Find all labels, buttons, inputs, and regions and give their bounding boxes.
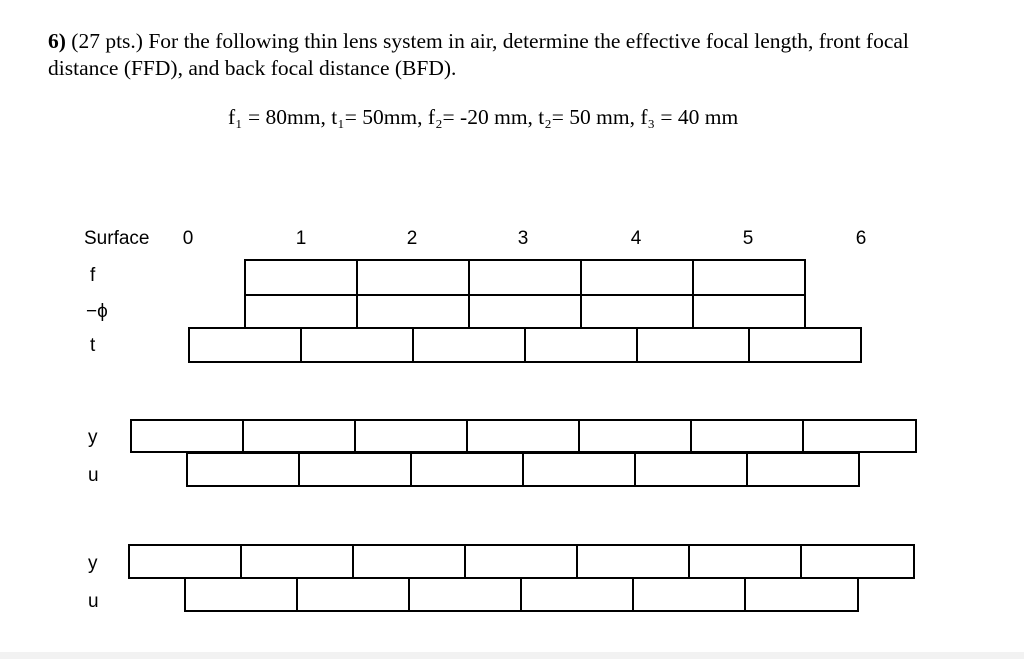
y-cell[interactable]: [352, 544, 466, 579]
question-body: (27 pts.) For the following thin lens system in air, determine the effective focal length, front focal distance (FFD), and back focal distance (BFD).: [48, 29, 909, 80]
y-cell[interactable]: [800, 544, 915, 579]
f-cell[interactable]: [692, 259, 806, 296]
row-label-f: f: [90, 265, 96, 286]
u-cell[interactable]: [410, 452, 524, 487]
phi-cell[interactable]: [580, 294, 694, 329]
surface-number-6: 6: [855, 228, 867, 249]
surface-number-0: 0: [182, 228, 194, 249]
u-cell[interactable]: [296, 577, 410, 612]
u-cell[interactable]: [744, 577, 859, 612]
surface-number-5: 5: [742, 228, 754, 249]
y-cell[interactable]: [802, 419, 917, 453]
given-t2: t₂= 50 mm,: [538, 105, 635, 129]
bottom-strip: [0, 652, 1024, 659]
y-cell[interactable]: [690, 419, 804, 453]
row-label-y-1: y: [88, 427, 98, 448]
surface-number-3: 3: [517, 228, 529, 249]
phi-row: [244, 294, 806, 329]
t-row: [188, 327, 862, 363]
phi-cell[interactable]: [244, 294, 358, 329]
row-label-u-1: u: [88, 465, 99, 486]
u-cell[interactable]: [186, 452, 300, 487]
row-label-u-2: u: [88, 591, 99, 612]
y-cell[interactable]: [464, 544, 578, 579]
t-cell[interactable]: [412, 327, 526, 363]
given-t1: t₁= 50mm,: [331, 105, 423, 129]
phi-cell[interactable]: [468, 294, 582, 329]
row-label-t: t: [90, 335, 96, 356]
question-number: 6): [48, 29, 66, 53]
u-cell[interactable]: [520, 577, 634, 612]
u-cell[interactable]: [298, 452, 412, 487]
y-row-2: [128, 544, 915, 579]
phi-cell[interactable]: [692, 294, 806, 329]
given-f3: f₃ = 40 mm: [640, 105, 739, 129]
surface-label: Surface: [84, 228, 150, 249]
y-cell[interactable]: [240, 544, 354, 579]
y-cell[interactable]: [688, 544, 802, 579]
t-cell[interactable]: [300, 327, 414, 363]
f-row: [244, 259, 806, 296]
surface-number-4: 4: [630, 228, 642, 249]
u-row-1: [186, 452, 860, 487]
f-cell[interactable]: [468, 259, 582, 296]
u-cell[interactable]: [634, 452, 748, 487]
given-f2: f₂= -20 mm,: [427, 105, 533, 129]
u-cell[interactable]: [746, 452, 860, 487]
y-cell[interactable]: [466, 419, 580, 453]
f-cell[interactable]: [244, 259, 358, 296]
question-text: [48, 28, 978, 82]
y-cell[interactable]: [128, 544, 242, 579]
row-label-phi: −ϕ: [86, 301, 108, 322]
surface-number-2: 2: [406, 228, 418, 249]
y-cell[interactable]: [242, 419, 356, 453]
given-f1: f₁ = 80mm,: [228, 105, 326, 129]
phi-cell[interactable]: [356, 294, 470, 329]
u-cell[interactable]: [184, 577, 298, 612]
y-cell[interactable]: [130, 419, 244, 453]
u-row-2: [184, 577, 859, 612]
given-values: [228, 104, 738, 131]
y-cell[interactable]: [354, 419, 468, 453]
y-cell[interactable]: [576, 544, 690, 579]
u-cell[interactable]: [522, 452, 636, 487]
y-cell[interactable]: [578, 419, 692, 453]
t-cell[interactable]: [524, 327, 638, 363]
y-row-1: [130, 419, 917, 453]
row-label-y-2: y: [88, 553, 98, 574]
f-cell[interactable]: [580, 259, 694, 296]
t-cell[interactable]: [636, 327, 750, 363]
f-cell[interactable]: [356, 259, 470, 296]
t-cell[interactable]: [188, 327, 302, 363]
u-cell[interactable]: [632, 577, 746, 612]
t-cell[interactable]: [748, 327, 862, 363]
u-cell[interactable]: [408, 577, 522, 612]
surface-number-1: 1: [295, 228, 307, 249]
